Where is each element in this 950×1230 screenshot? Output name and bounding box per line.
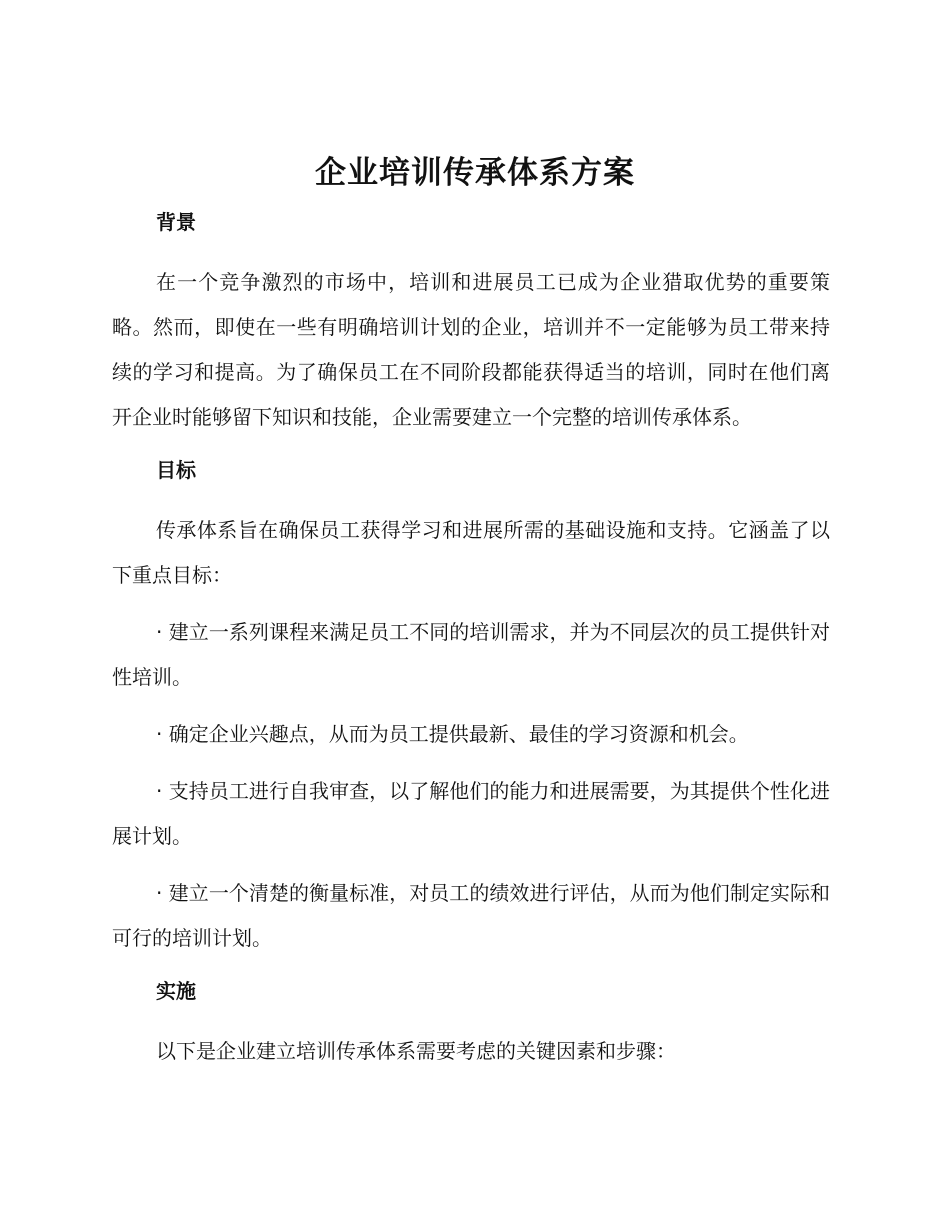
- implementation-intro-paragraph: 以下是企业建立培训传承体系需要考虑的关键因素和步骤：: [156, 1039, 676, 1063]
- document-title: 企业培训传承体系方案: [315, 155, 635, 191]
- section-heading-goals: 目标: [156, 458, 196, 482]
- goal-item: · 确定企业兴趣点，从而为员工提供最新、最佳的学习资源和机会。: [156, 722, 749, 746]
- background-paragraph: 在一个竞争激烈的市场中，培训和进展员工已成为企业猎取优势的重要策略。然而，即使在一些有明确培训计划的企业，培训并不一定能够为员工带来持续的学习和提高。为了确保员工在不同阶段都能获得适当的培训，同时在他们离开企业时能够留下知识和技能，企业需要建立一个完整的培训传承体系。: [112, 270, 830, 429]
- document-body: [112, 204, 830, 1086]
- goal-item: · 建立一个清楚的衡量标准，对员工的绩效进行评估，从而为他们制定实际和可行的培训计划。: [112, 881, 830, 950]
- goal-item: · 建立一系列课程来满足员工不同的培训需求，并为不同层次的员工提供针对性培训。: [112, 620, 830, 689]
- section-heading-implementation: 实施: [156, 979, 196, 1003]
- goal-item: · 支持员工进行自我审查，以了解他们的能力和进展需要，为其提供个性化进展计划。: [112, 779, 830, 848]
- section-heading-background: 背景: [156, 210, 196, 234]
- goals-intro-paragraph: 传承体系旨在确保员工获得学习和进展所需的基础设施和支持。它涵盖了以下重点目标：: [112, 518, 830, 587]
